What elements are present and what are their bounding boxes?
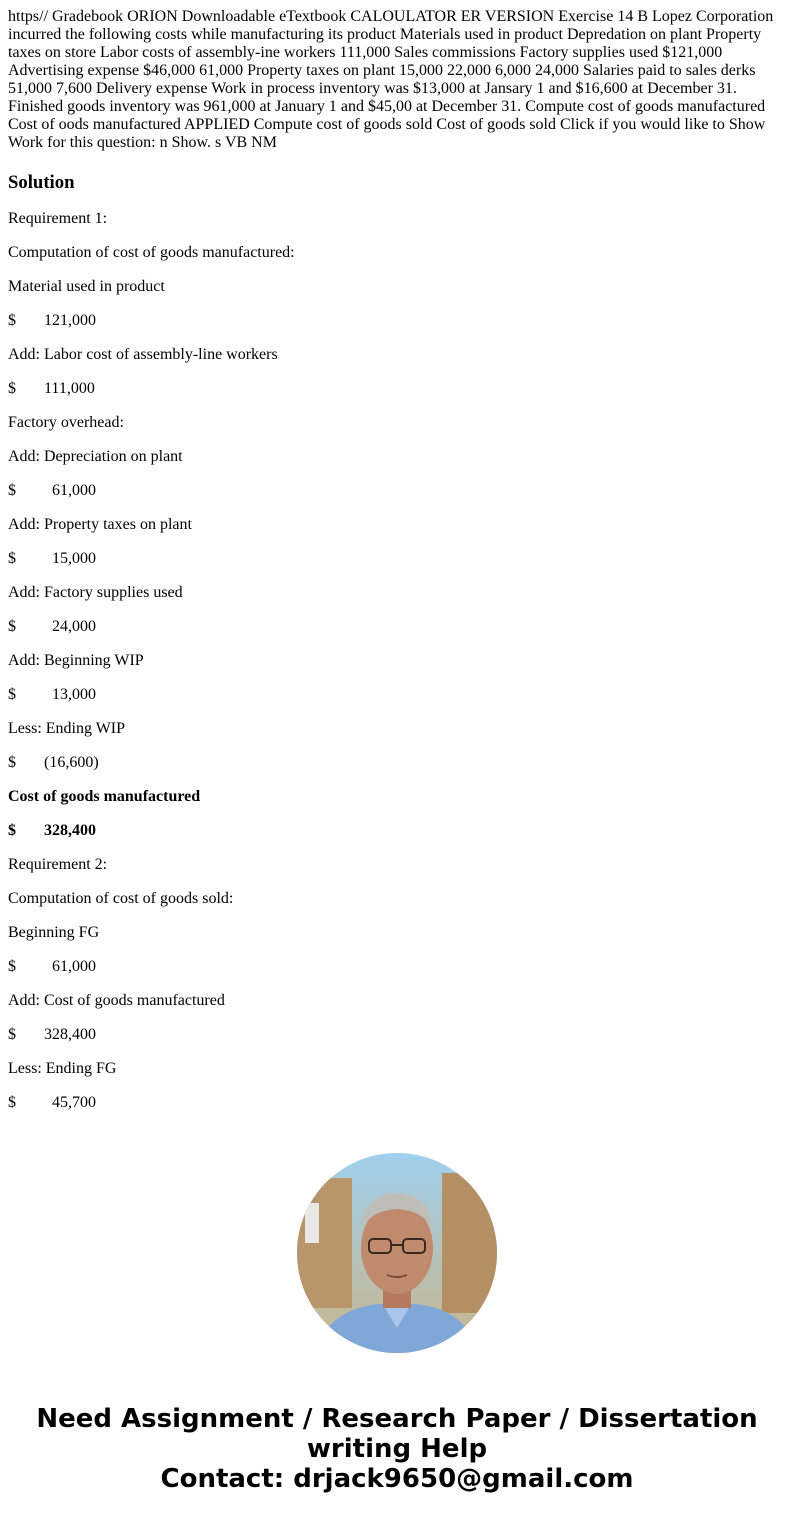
promo-contact: Contact: drjack9650@gmail.com	[160, 1464, 634, 1494]
problem-text: https// Gradebook ORION Downloadable eTextbook CALOULATOR ER VERSION Exercise 14 B Lopez Corporation incurred the following costs while manufacturing its product Materials used in product Depredation on plant Property taxes on store Labor costs of assembly-ine workers 111,000 Sales commissions Factory supplies used $121,000 Advertising expense $46,000 61,000 Property taxes on plant 15,000 22,000 6,000 24,000 Salaries paid to sales derks 51,000 7,600 Delivery expense Work in process inventory was $13,000 at Jansary 1 and $16,600 at December 31. Finished goods inventory was 961,000 at January 1 and $45,00 at December 31. Compute cost of goods manufactured Cost of oods manufactured APPLIED Compute cost of goods sold Cost of goods sold Click if you would like to Show Work for this question: n Show. s VB NM	[8, 8, 774, 151]
line-label: Add: Labor cost of assembly-line workers	[8, 346, 278, 363]
cogm-total-amount: $ 328,400	[8, 822, 96, 839]
line-label: Add: Beginning WIP	[8, 652, 144, 669]
line-amount: $ 328,400	[8, 1026, 96, 1043]
line-label: Add: Property taxes on plant	[8, 516, 192, 533]
document-body	[8, 8, 786, 1112]
line-amount: $ 13,000	[8, 686, 96, 703]
overhead-heading: Factory overhead:	[8, 414, 124, 431]
line-label: Add: Cost of goods manufactured	[8, 992, 225, 1009]
line-label: Less: Ending FG	[8, 1060, 117, 1077]
cogm-total-label: Cost of goods manufactured	[8, 788, 201, 805]
line-amount: $ 121,000	[8, 312, 96, 329]
solution-heading: Solution	[8, 172, 75, 193]
promo-line-2: writing Help	[306, 1434, 488, 1464]
requirement-1-heading: Requirement 1:	[8, 210, 108, 227]
line-amount: $ 24,000	[8, 618, 96, 635]
promo-line-1: Need Assignment / Research Paper / Dissertation	[36, 1404, 758, 1434]
cogs-heading: Computation of cost of goods sold:	[8, 890, 234, 907]
promo-banner	[0, 1404, 794, 1494]
line-label: Material used in product	[8, 278, 165, 295]
line-amount: $ 61,000	[8, 482, 96, 499]
author-avatar	[297, 1153, 497, 1353]
line-label: Less: Ending WIP	[8, 720, 126, 737]
line-amount: $ (16,600)	[8, 754, 99, 771]
line-amount: $ 15,000	[8, 550, 96, 567]
line-amount: $ 111,000	[8, 380, 95, 397]
requirement-2-heading: Requirement 2:	[8, 856, 108, 873]
line-amount: $ 61,000	[8, 958, 96, 975]
solution-lines	[8, 210, 786, 1112]
avatar-portrait-icon	[297, 1153, 497, 1353]
line-label: Beginning FG	[8, 924, 100, 941]
cogm-heading: Computation of cost of goods manufactured:	[8, 244, 295, 261]
line-amount: $ 45,700	[8, 1094, 96, 1111]
line-label: Add: Depreciation on plant	[8, 448, 183, 465]
line-label: Add: Factory supplies used	[8, 584, 183, 601]
